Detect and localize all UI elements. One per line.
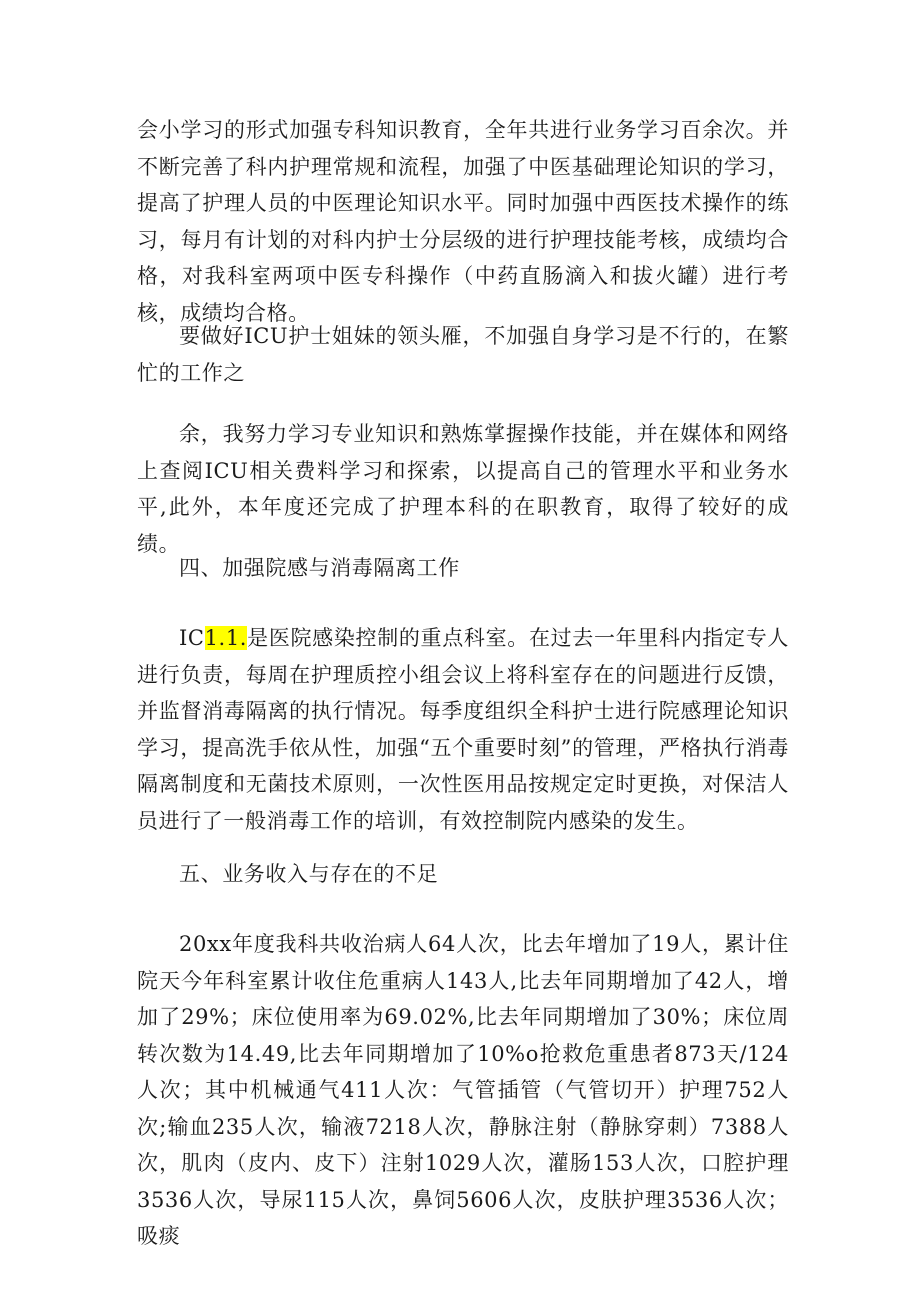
paragraph-study-training: 会小学习的形式加强专科知识教育，全年共进行业务学习百余次。并不断完善了科内护理常规和流程，加强了中医基础理论知识的学习，提高了护理人员的中医理论知识水平。同时加强中西医技术操作的练习，每月有计划的对科内护士分层级的进行护理技能考核，成绩均合格，对我科室两项中医专科操作（中药直肠滴入和拔火罐）进行考核，成绩均合格。 (137, 118, 789, 325)
paragraph-infection-control (137, 620, 789, 839)
section-heading-infection-control: 四、加强院感与消毒隔离工作 (179, 556, 460, 580)
paragraph-body: 是医院感染控制的重点科室。在过去一年里科内指定专人进行负责，每周在护理质控小组会议上将科室存在的问题进行反馈，并监督消毒隔离的执行情况。每季度组织全科护士进行院感理论知识学习，提高洗手依从性，加强“五个重要时刻”的管理，严格执行消毒隔离制度和无菌技术原则，一次性医用品按规定定时更换，对保洁人员进行了一般消毒工作的培训，有效控制院内感染的发生。 (137, 626, 789, 833)
paragraph-prefix: IC (179, 626, 205, 650)
paragraph-professional-growth: 余，我努力学习专业知识和熟炼掌握操作技能，并在媒体和网络上查阅ICU相关费料学习和探索，以提高自己的管理水平和业务水平,此外，本年度还完成了护理本科的在职教育，取得了较好的成绩。 (137, 422, 789, 556)
section-heading-business-income: 五、业务收入与存在的不足 (179, 862, 439, 886)
highlighted-text: 1.1. (204, 626, 248, 650)
paragraph-self-learning: 要做好ICU护士姐妹的领头雁，不加强自身学习是不行的，在繁忙的工作之 (137, 324, 789, 385)
paragraph-statistics: 20xx年度我科共收治病人64人次，比去年增加了19人，累计住院天今年科室累计收住危重病人143人,比去年同期增加了42人，增加了29%；床位使用率为69.02%,比去年同期增加了30%；床位周转次数为14.49,比去年同期增加了10%o抢救危重患者873天/124人次；其中机械通气411人次：气管插管（气管切开）护理752人次;输血235人次，输液7218人次，静脉注射（静脉穿刺）7388人次，肌肉（皮内、皮下）注射1029人次，灌肠153人次，口腔护理3536人次，导尿115人次，鼻饲5606人次，皮肤护理3536人次；吸痰 (137, 932, 789, 1248)
